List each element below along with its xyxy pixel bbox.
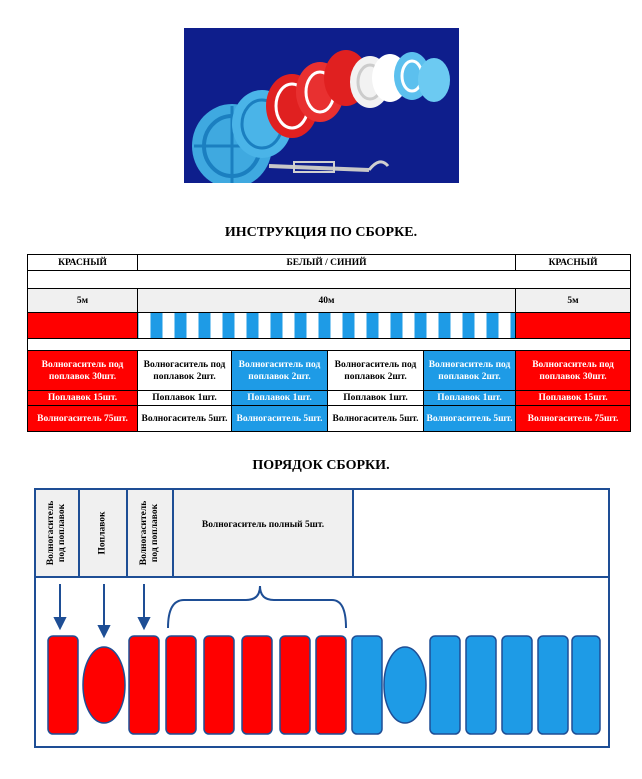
label-float: Поплавок	[97, 511, 108, 555]
blue-float	[384, 647, 426, 723]
label-wave-damper-under-float-2: Волногаситель под поплавок	[139, 500, 160, 566]
spacer-row-2	[28, 339, 631, 351]
label-full-wave-damper: Волногаситель полный 5шт.	[174, 490, 354, 576]
red-wave-damper-full-4	[280, 636, 310, 734]
header-red-left: КРАСНЫЙ	[28, 255, 138, 271]
label-wave-damper-under-float-1: Волногаситель под поплавок	[46, 500, 67, 566]
cell-r2-c3: Поплавок 1шт.	[232, 391, 328, 406]
blue-wave-damper-full-1	[466, 636, 496, 734]
red-wave-damper-full-5	[316, 636, 346, 734]
red-float	[83, 647, 125, 723]
label-cell-1	[36, 490, 80, 576]
label-cell-3	[128, 490, 174, 576]
color-bar-stripes	[138, 313, 516, 339]
float-blue-4	[418, 58, 450, 102]
cell-r3-c1: Волногаситель 75шт.	[28, 406, 138, 432]
cell-r2-c4: Поплавок 1шт.	[328, 391, 424, 406]
header-white-blue: БЕЛЫЙ / СИНИЙ	[138, 255, 516, 271]
cell-r1-c5: Волногаситель под поплавок 2шт.	[424, 351, 516, 391]
blue-wave-damper-full-4	[572, 636, 600, 734]
assembly-spec-table	[27, 254, 631, 432]
cell-r3-c3: Волногаситель 5шт.	[232, 406, 328, 432]
cell-r2-c2: Поплавок 1шт.	[138, 391, 232, 406]
length-left: 5м	[28, 289, 138, 313]
cell-r2-c1: Поплавок 15шт.	[28, 391, 138, 406]
arrow-2	[99, 584, 109, 636]
cell-r3-c2: Волногаситель 5шт.	[138, 406, 232, 432]
arrow-3	[139, 584, 149, 628]
blue-wave-damper-under-float-1	[352, 636, 382, 734]
spacer-row	[28, 271, 631, 289]
assembly-order-diagram	[34, 488, 610, 748]
red-wave-damper-full-3	[242, 636, 272, 734]
blue-wave-damper-full-2	[502, 636, 532, 734]
cell-r1-c2: Волногаситель под поплавок 2шт.	[138, 351, 232, 391]
blue-wave-damper-under-float-2	[430, 636, 460, 734]
order-title: ПОРЯДОК СБОРКИ.	[252, 458, 390, 473]
blue-wave-damper-full-3	[538, 636, 568, 734]
cell-r1-c3: Волногаситель под поплавок 2шт.	[232, 351, 328, 391]
red-wave-damper-full-2	[204, 636, 234, 734]
arrow-1	[55, 584, 65, 628]
order-pieces	[36, 578, 608, 746]
cell-r2-c6: Поплавок 15шт.	[516, 391, 631, 406]
red-wave-damper-under-float-1	[48, 636, 78, 734]
color-bar-red-left	[28, 313, 138, 339]
cell-r3-c5: Волногаситель 5шт.	[424, 406, 516, 432]
cell-r1-c6: Волногаситель под поплавок 30шт.	[516, 351, 631, 391]
lane-line-float-photo	[184, 28, 459, 183]
cell-r1-c1: Волногаситель под поплавок 30шт.	[28, 351, 138, 391]
header-red-right: КРАСНЫЙ	[516, 255, 631, 271]
cell-r1-c4: Волногаситель под поплавок 2шт.	[328, 351, 424, 391]
red-wave-damper-full-1	[166, 636, 196, 734]
instruction-title: ИНСТРУКЦИЯ ПО СБОРКЕ.	[224, 225, 418, 240]
cell-r3-c4: Волногаситель 5шт.	[328, 406, 424, 432]
label-cell-2	[80, 490, 128, 576]
length-right: 5м	[516, 289, 631, 313]
color-bar-red-right	[516, 313, 631, 339]
cell-r3-c6: Волногаситель 75шт.	[516, 406, 631, 432]
length-middle: 40м	[138, 289, 516, 313]
cell-r2-c5: Поплавок 1шт.	[424, 391, 516, 406]
product-photo	[184, 28, 459, 183]
red-wave-damper-under-float-2	[129, 636, 159, 734]
brace	[168, 586, 346, 628]
